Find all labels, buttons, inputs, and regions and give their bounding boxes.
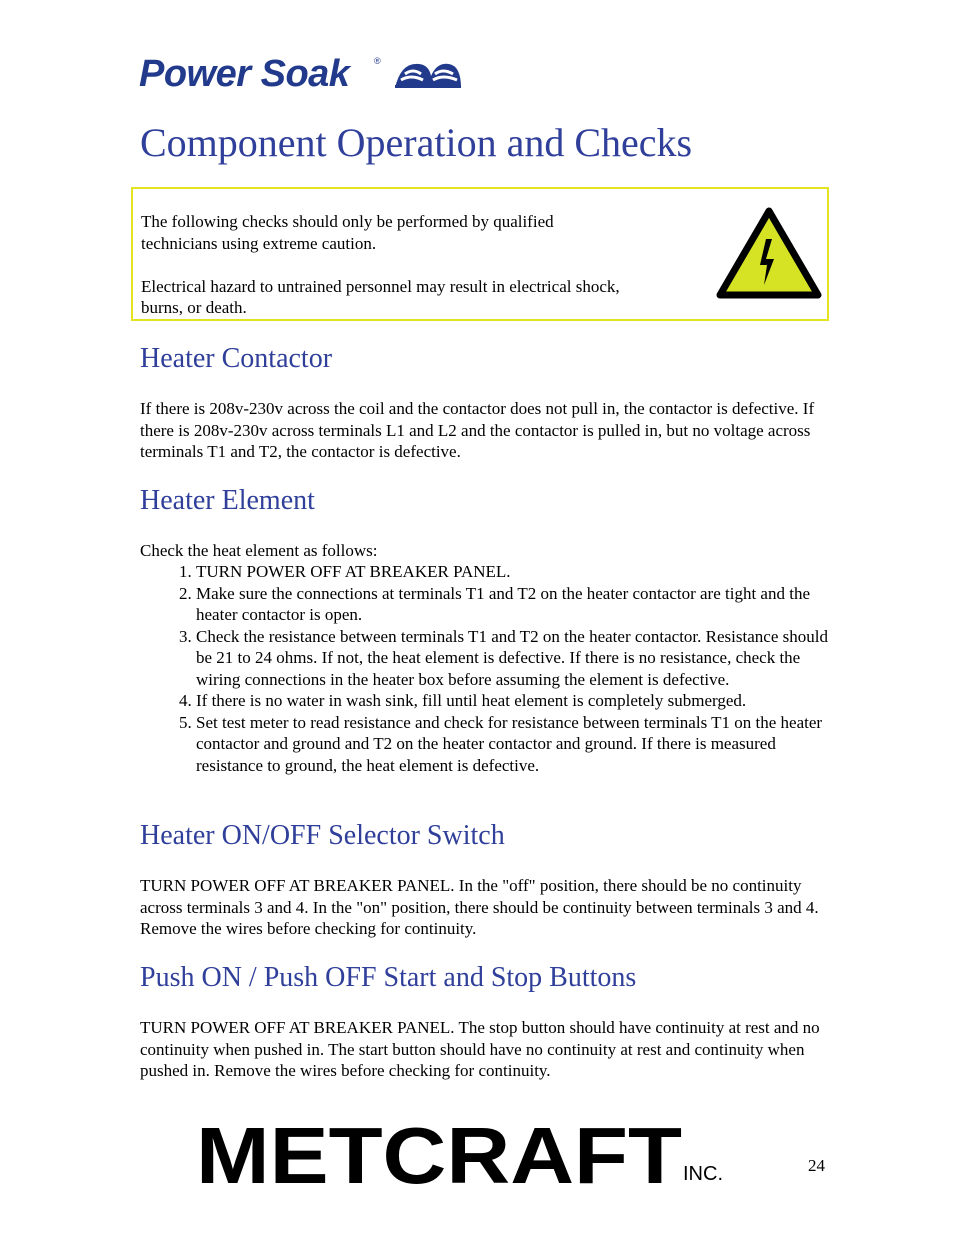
warning-hazard: Electrical hazard to untrained personnel may result in electrical shock, burns, or death. xyxy=(141,276,620,317)
brand-name: Power Soak xyxy=(139,53,350,95)
page-title: Component Operation and Checks xyxy=(140,120,693,165)
list-item: 1. TURN POWER OFF AT BREAKER PANEL. xyxy=(196,561,830,583)
heading-selector-switch: Heater ON/OFF Selector Switch xyxy=(140,820,505,851)
element-intro: Check the heat element as follows: xyxy=(140,541,378,560)
list-item: 3. Check the resistance between terminals T1 and T2 on the heater contactor. Resistance should be 21 to 24 ohms. If not, the heat element is defective. If there is no resistance, check the wiring connections in the heater box before assuming the element is defective. xyxy=(196,626,830,691)
buttons-body: TURN POWER OFF AT BREAKER PANEL. The stop button should have continuity at rest and no continuity when pushed in. The start button should have no continuity at rest and continuity when pushed in. Remove the wires before checking for continuity. xyxy=(140,1018,820,1080)
warning-box xyxy=(131,187,829,321)
element-steps xyxy=(140,561,830,776)
list-item: 4. If there is no water in wash sink, fill until heat element is completely submerged. xyxy=(196,690,830,712)
wave-icon xyxy=(391,56,463,94)
registered-mark: ® xyxy=(374,56,381,66)
list-item: 5. Set test meter to read resistance and check for resistance between terminals T1 on the heater contactor and ground and T2 on the heater contactor and ground. If there is measured resistance to ground, the heat element is defective. xyxy=(196,712,830,777)
metcraft-logo xyxy=(196,1121,686,1185)
warning-qualified: The following checks should only be performed by qualified technicians using extreme caution. xyxy=(141,212,554,253)
selector-body: TURN POWER OFF AT BREAKER PANEL. In the "off" position, there should be no continuity across terminals 3 and 4. In the "on" position, there should be continuity between terminals 3 and 4. Remove the wires before checking for continuity. xyxy=(140,876,819,938)
electrical-hazard-icon xyxy=(716,207,822,301)
logo-inc: INC. xyxy=(683,1163,723,1185)
warning-text xyxy=(141,211,631,340)
contactor-body: If there is 208v-230v across the coil and the contactor does not pull in, the contactor is defective. If there is 208v-230v across terminals L1 and L2 and the contactor is pulled in, but no voltage across terminals T1 and T2, the contactor is defective. xyxy=(140,399,815,461)
heading-heater-contactor: Heater Contactor xyxy=(140,343,333,374)
power-soak-logo xyxy=(139,52,469,96)
heading-heater-element: Heater Element xyxy=(140,485,315,516)
metcraft-wordmark: METCRAFT xyxy=(196,1121,683,1185)
page-number: 24 xyxy=(808,1156,825,1175)
list-item: 2. Make sure the connections at terminals T1 and T2 on the heater contactor are tight and the heater contactor is open. xyxy=(196,583,830,626)
heading-start-stop-buttons: Push ON / Push OFF Start and Stop Buttons xyxy=(140,962,637,993)
